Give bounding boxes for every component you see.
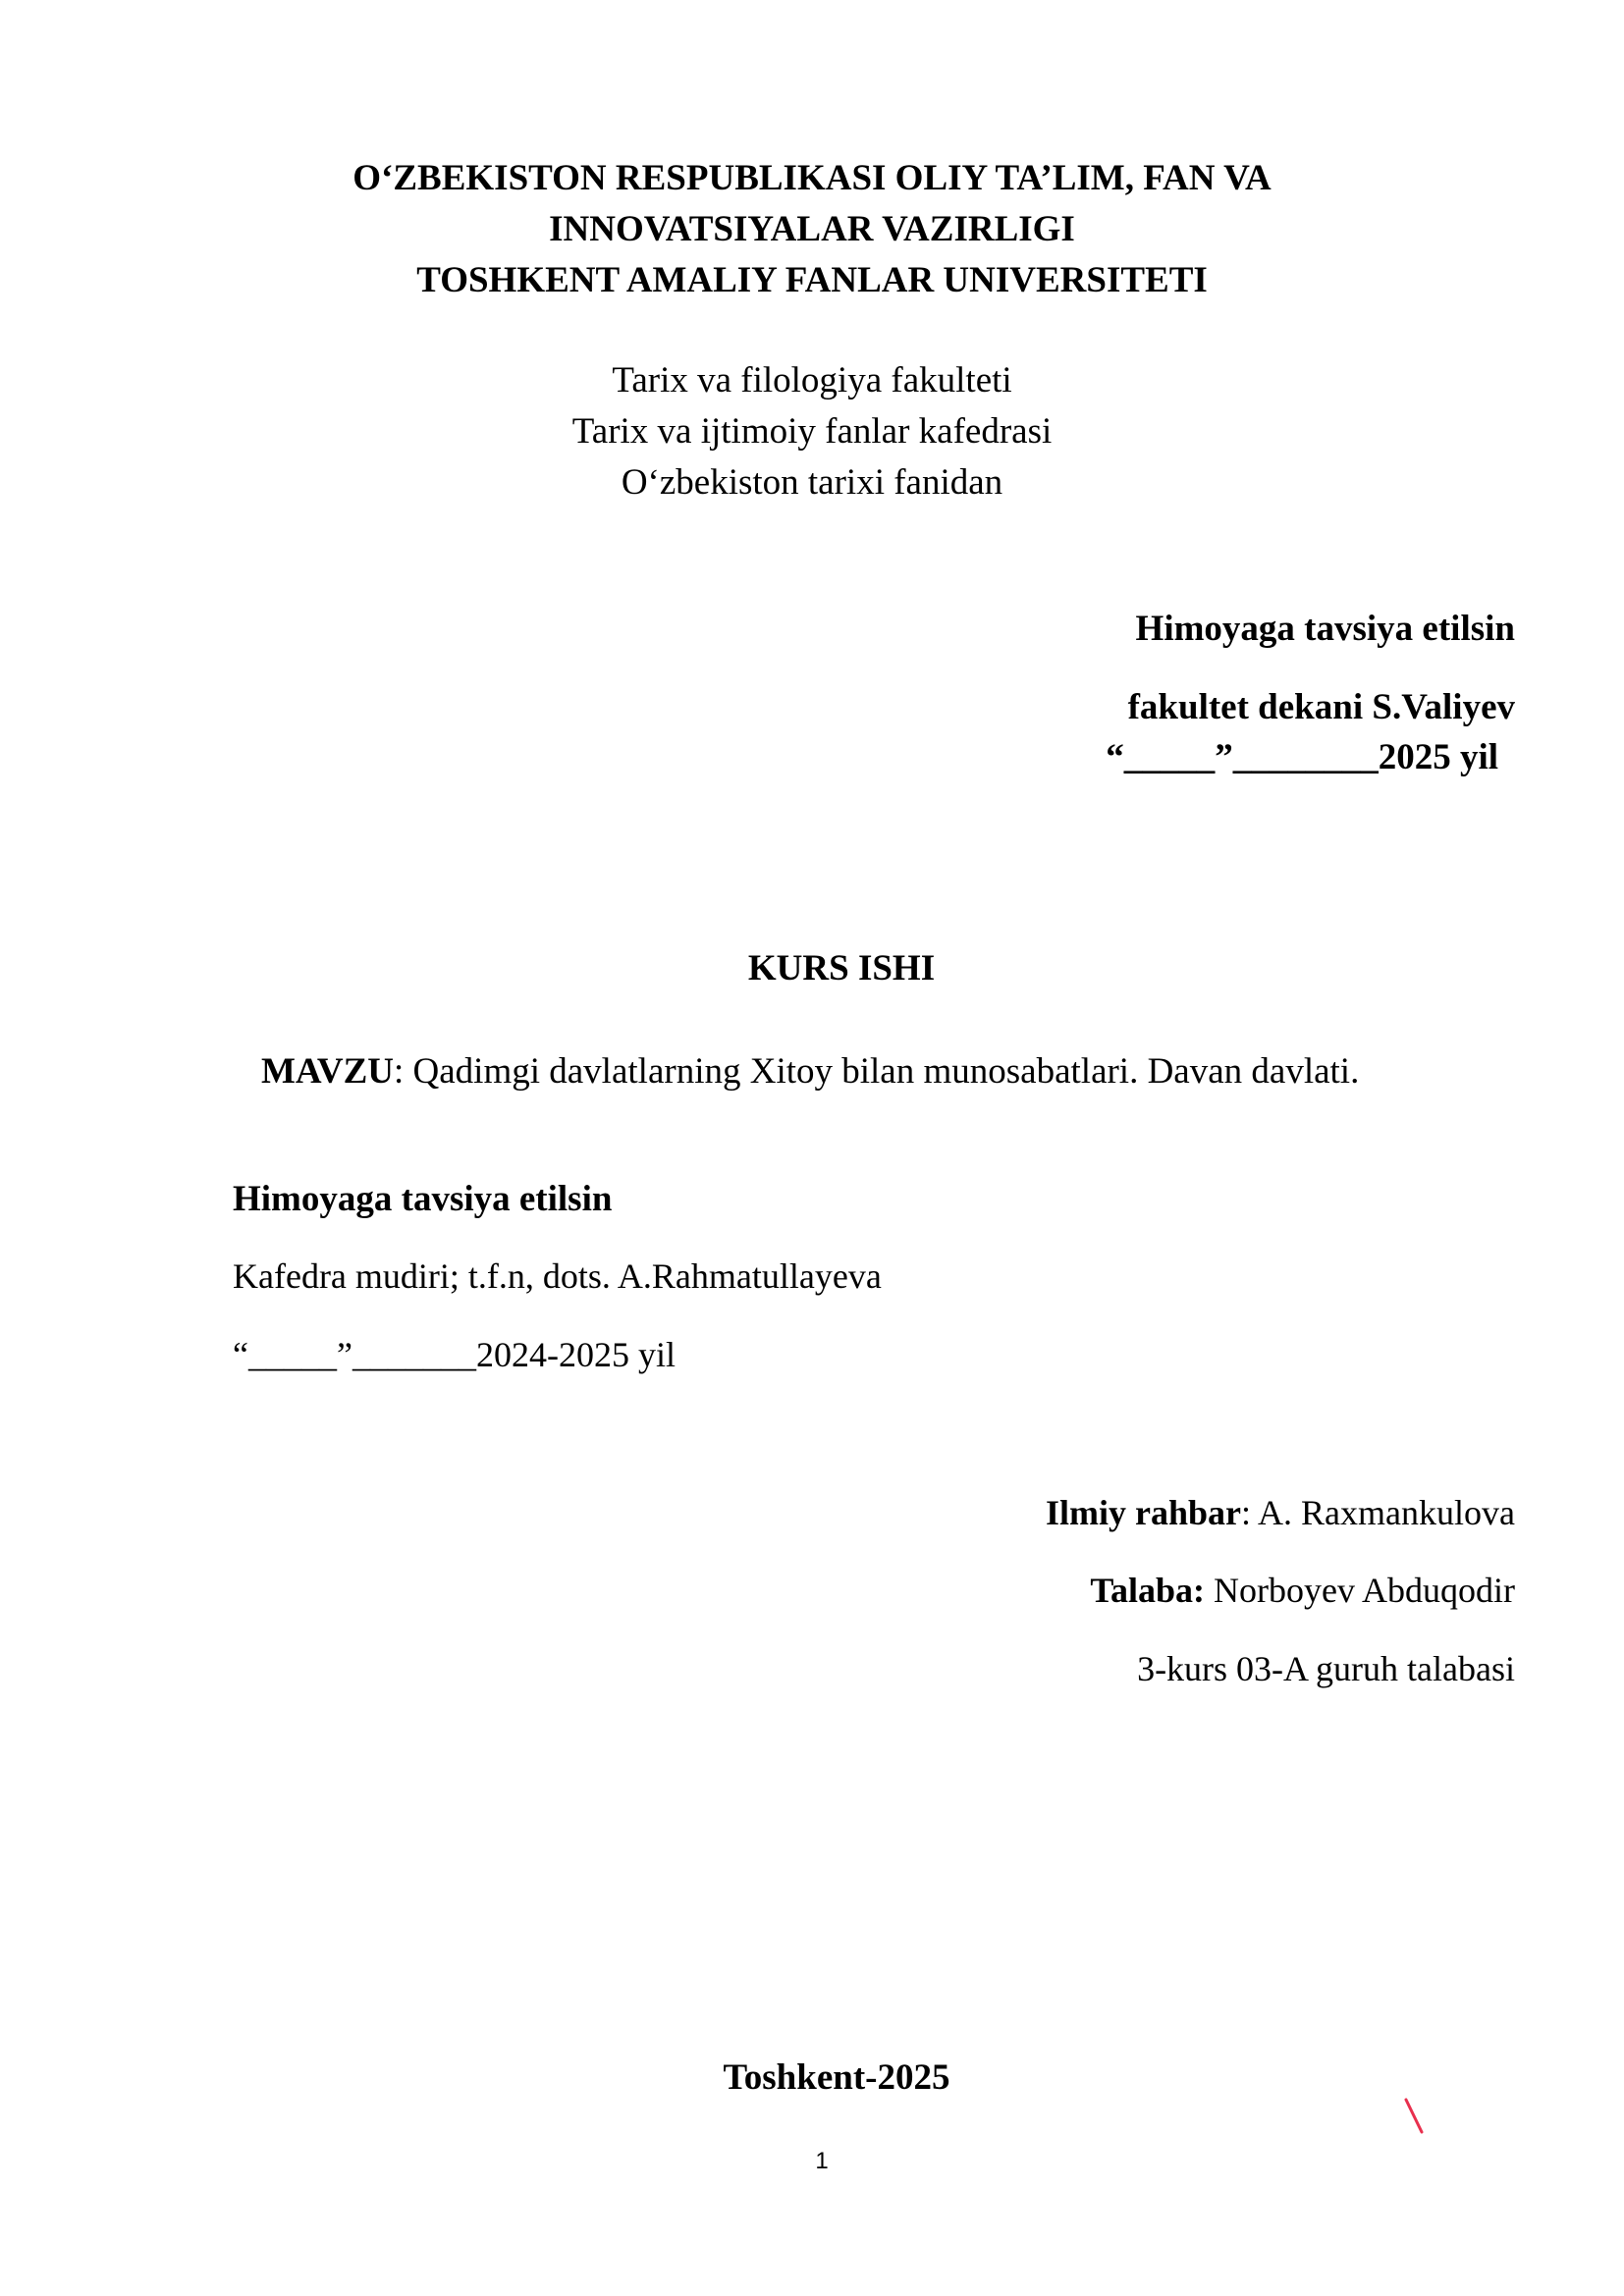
university-name: TOSHKENT AMALIY FANLAR UNIVERSITETI <box>416 260 1208 300</box>
student-name: Norboyev Abduqodir <box>1205 1571 1515 1610</box>
city-year: Toshkent-2025 <box>723 2057 950 2098</box>
topic-separator: : <box>394 1051 405 1092</box>
student-label: Talaba: <box>1090 1571 1206 1610</box>
topic-text: Qadimgi davlatlarning Xitoy bilan munosabatlari. Davan davlati. <box>404 1051 1360 1092</box>
topic-line <box>261 1053 1359 1090</box>
work-type-title: KURS ISHI <box>747 948 936 988</box>
dean-approval-title: Himoyaga tavsiya etilsin <box>1135 609 1515 649</box>
faculty-name: Tarix va filologiya fakulteti <box>612 360 1012 400</box>
ministry-title-line-2: INNOVATSIYALAR VAZIRLIGI <box>549 209 1075 249</box>
supervisor-label: Ilmiy rahbar <box>1046 1493 1242 1532</box>
page-number: 1 <box>815 2148 829 2174</box>
dean-signature-line: fakultet dekani S.Valiyev <box>1127 687 1515 727</box>
red-pen-mark <box>1402 2097 1426 2136</box>
department-head-line: Kafedra mudiri; t.f.n, dots. A.Rahmatullayeva <box>233 1256 882 1296</box>
student-group: 3-kurs 03-A guruh talabasi <box>1137 1649 1515 1688</box>
subject-name: O‘zbekiston tarixi fanidan <box>621 462 1003 503</box>
supervisor-line <box>1046 1495 1515 1530</box>
ministry-title-line-1: O‘ZBEKISTON RESPUBLIKASI OLIY TA’LIM, FAN VA <box>352 158 1272 198</box>
dean-approval-date: “_____”________2025 yil <box>1106 737 1498 777</box>
supervisor-name: A. Raxmankulova <box>1251 1493 1515 1532</box>
topic-label: MAVZU <box>261 1051 394 1092</box>
student-line <box>1090 1573 1515 1608</box>
department-approval-date: “_____”_______2024-2025 yil <box>233 1335 676 1374</box>
supervisor-separator: : <box>1241 1493 1252 1532</box>
department-name: Tarix va ijtimoiy fanlar kafedrasi <box>571 411 1053 452</box>
department-approval-title: Himoyaga tavsiya etilsin <box>233 1179 613 1219</box>
